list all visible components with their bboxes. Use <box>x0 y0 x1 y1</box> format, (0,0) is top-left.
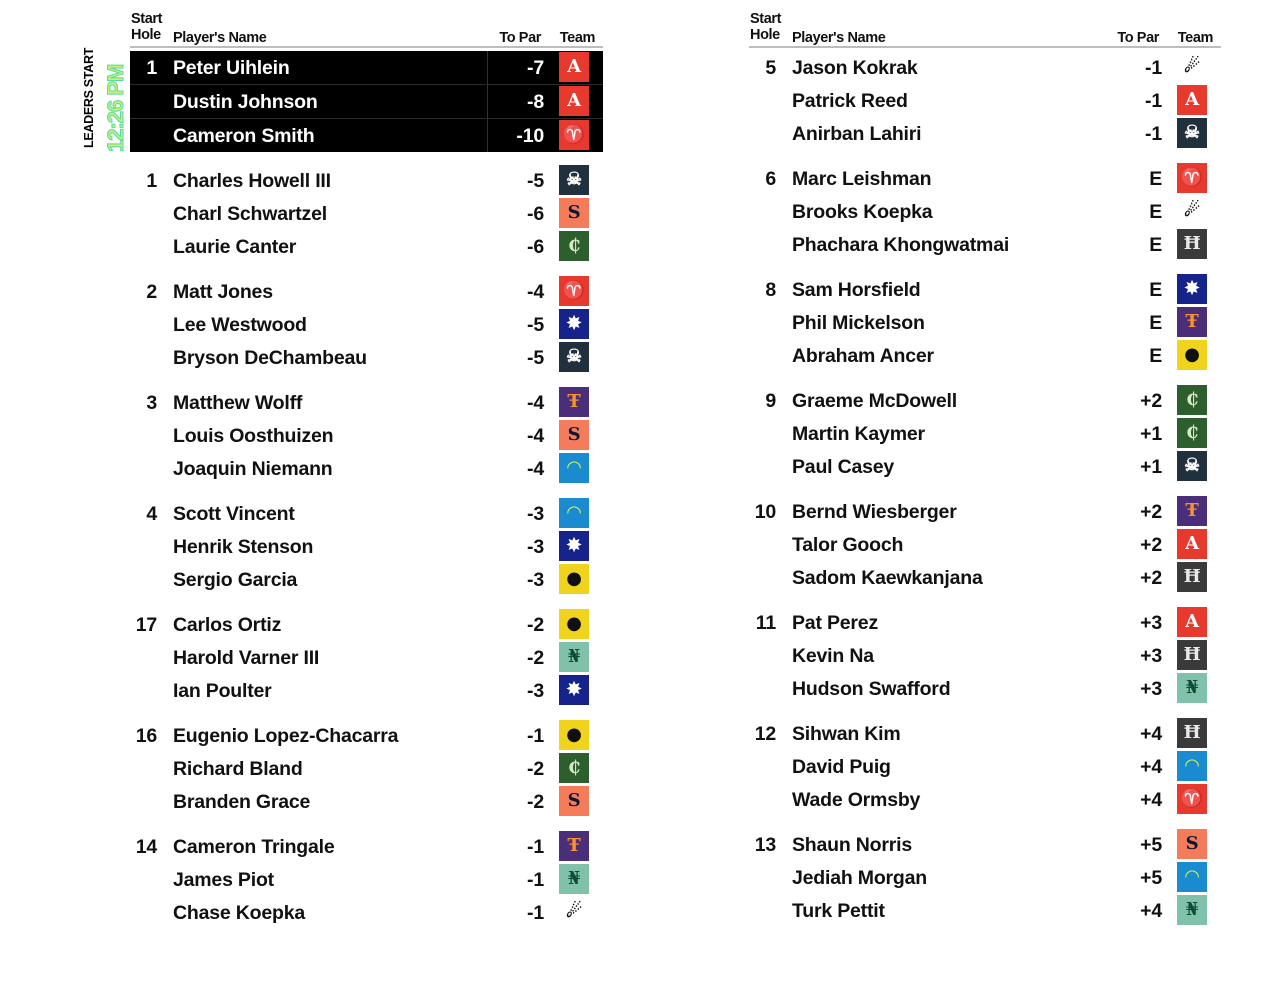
start-hole: 6 <box>765 168 776 190</box>
to-par: +3 <box>1140 612 1162 634</box>
player-row <box>130 275 603 308</box>
to-par: +4 <box>1140 900 1162 922</box>
crushers-a-icon-glyph: A <box>1185 611 1199 632</box>
to-par: -6 <box>527 236 544 258</box>
to-par: +4 <box>1140 723 1162 745</box>
hole-header-label: Hole <box>131 27 161 43</box>
player-name: Henrik Stenson <box>173 536 314 558</box>
player-name: Shaun Norris <box>792 834 913 856</box>
player-row <box>749 894 1221 927</box>
player-row <box>130 497 603 530</box>
range-goats-icon-glyph: ♈ <box>1180 788 1204 809</box>
player-name: Harold Varner III <box>173 647 320 669</box>
left-tee-sheet <box>130 0 603 929</box>
start-hole: 13 <box>754 834 776 856</box>
range-goats-icon <box>559 276 589 306</box>
cleeks-c-icon-glyph: ₵ <box>1185 422 1199 443</box>
to-par: E <box>1149 279 1162 301</box>
hyflyers-icon-glyph: ◠ <box>1184 866 1200 887</box>
leaders-group <box>130 51 603 152</box>
torque-icon-glyph: Ŧ <box>1185 500 1199 521</box>
player-name: Anirban Lahiri <box>792 123 922 145</box>
four-aces-icon <box>559 52 589 82</box>
player-row <box>130 85 603 119</box>
to-par: -7 <box>527 57 544 79</box>
cleeks-c-icon-glyph: ₵ <box>567 235 581 256</box>
crushers-a-icon-glyph: A <box>1185 89 1199 110</box>
tee-group <box>130 830 603 929</box>
hyflyers-icon <box>1177 751 1207 781</box>
player-row <box>130 164 603 197</box>
punch-icon-glyph: ● <box>566 613 582 634</box>
star-icon-glyph: ✸ <box>566 313 582 334</box>
player-name: Abraham Ancer <box>792 345 934 367</box>
leaders-start-tag <box>68 47 128 152</box>
player-row <box>749 84 1221 117</box>
player-name: Phachara Khongwatmai <box>792 234 1010 256</box>
fireball-icon-glyph: ☄ <box>566 901 582 922</box>
start-hole: 2 <box>146 281 157 303</box>
to-par: +4 <box>1140 789 1162 811</box>
smash-s-icon <box>1177 829 1207 859</box>
player-name: Laurie Canter <box>173 236 297 258</box>
skull-icon <box>559 342 589 372</box>
niblicks-icon-glyph: ₦ <box>567 646 581 667</box>
start-header-label: Start <box>131 11 163 27</box>
fireball-icon <box>1177 196 1207 226</box>
player-row <box>130 308 603 341</box>
tee-group <box>749 828 1221 927</box>
player-name: Marc Leishman <box>792 168 932 190</box>
to-par: -3 <box>527 569 544 591</box>
hyflyers-icon <box>559 453 589 483</box>
player-name: Pat Perez <box>792 612 878 634</box>
star-icon-glyph: ✸ <box>566 535 582 556</box>
tee-group <box>130 386 603 485</box>
leaders-start-label: LEADERS START <box>82 47 96 148</box>
player-name-header: Player's Name <box>173 30 267 46</box>
player-row <box>130 230 603 263</box>
player-row <box>130 51 603 85</box>
player-name: Jediah Morgan <box>792 867 928 889</box>
player-name: James Piot <box>173 869 274 891</box>
crushers-a-icon <box>559 86 589 116</box>
player-name-header: Player's Name <box>792 30 886 46</box>
cleeks-c-icon-glyph: ₵ <box>567 757 581 778</box>
start-hole-header <box>131 11 162 43</box>
player-name: Cameron Tringale <box>173 836 335 858</box>
punch-icon <box>559 564 589 594</box>
majesticks-icon <box>1177 640 1207 670</box>
to-par: -1 <box>527 869 544 891</box>
to-par: +5 <box>1140 867 1162 889</box>
player-row <box>130 752 603 785</box>
smash-s-icon-glyph: S <box>567 790 581 811</box>
player-row <box>749 162 1221 195</box>
player-row <box>749 417 1221 450</box>
to-par: +5 <box>1140 834 1162 856</box>
to-par: +1 <box>1140 423 1162 445</box>
start-hole: 11 <box>755 612 776 634</box>
player-row <box>130 530 603 563</box>
player-name: Matthew Wolff <box>173 392 303 414</box>
punch-icon <box>559 609 589 639</box>
to-par-header: To Par <box>1117 30 1159 46</box>
player-row <box>749 561 1221 594</box>
player-row <box>130 119 603 152</box>
tee-group <box>130 608 603 707</box>
torque-icon-glyph: Ŧ <box>567 835 581 856</box>
range-goats-icon <box>1177 784 1207 814</box>
star-icon <box>1177 274 1207 304</box>
cleeks-c-icon <box>559 231 589 261</box>
to-par: E <box>1149 234 1162 256</box>
player-row <box>749 306 1221 339</box>
range-goats-icon <box>1177 163 1207 193</box>
player-name: David Puig <box>792 756 891 778</box>
skull-icon-glyph: ☠ <box>1184 455 1200 476</box>
star-icon <box>559 675 589 705</box>
player-name: Charles Howell III <box>173 170 331 192</box>
player-row <box>130 641 603 674</box>
player-row <box>749 51 1221 84</box>
player-name: Sam Horsfield <box>792 279 921 301</box>
to-par: +2 <box>1140 534 1162 556</box>
player-name: Kevin Na <box>792 645 874 667</box>
punch-icon <box>1177 340 1207 370</box>
player-row <box>749 117 1221 150</box>
player-name: Cameron Smith <box>173 125 315 147</box>
player-row <box>749 639 1221 672</box>
to-par: -1 <box>527 902 544 924</box>
range-goats-icon <box>559 120 589 150</box>
majesticks-icon <box>1177 562 1207 592</box>
torque-icon <box>559 387 589 417</box>
smash-s-icon-glyph: S <box>567 424 581 445</box>
player-name: Bryson DeChambeau <box>173 347 367 369</box>
hyflyers-icon <box>559 498 589 528</box>
torque-icon <box>1177 307 1207 337</box>
player-row <box>749 861 1221 894</box>
start-hole: 14 <box>135 836 157 858</box>
player-name: Sadom Kaewkanjana <box>792 567 983 589</box>
tee-group <box>130 497 603 596</box>
to-par: -1 <box>1145 123 1162 145</box>
team-header: Team <box>1177 30 1213 46</box>
hyflyers-icon-glyph: ◠ <box>566 502 582 523</box>
player-name: Martin Kaymer <box>792 423 925 445</box>
fireball-icon-glyph: ☄ <box>1184 200 1200 221</box>
player-name: Phil Mickelson <box>792 312 925 334</box>
start-hole: 10 <box>754 501 776 523</box>
to-par: -4 <box>527 425 544 447</box>
to-par: -4 <box>527 392 544 414</box>
to-par: -3 <box>527 680 544 702</box>
range-goats-icon-glyph: ♈ <box>1180 167 1204 188</box>
player-row <box>130 896 603 929</box>
player-row <box>130 341 603 374</box>
player-row <box>749 228 1221 261</box>
star-icon-glyph: ✸ <box>566 679 582 700</box>
crushers-a-icon-glyph: A <box>567 90 581 111</box>
cleeks-c-icon <box>559 753 589 783</box>
player-name: Louis Oosthuizen <box>173 425 334 447</box>
punch-icon <box>559 720 589 750</box>
player-name: Branden Grace <box>173 791 311 813</box>
player-name: Talor Gooch <box>792 534 904 556</box>
to-par: E <box>1149 312 1162 334</box>
niblicks-icon-glyph: ₦ <box>1185 677 1199 698</box>
player-row <box>749 273 1221 306</box>
range-goats-icon-glyph: ♈ <box>562 280 586 301</box>
player-name: Jason Kokrak <box>792 57 918 79</box>
skull-icon <box>559 165 589 195</box>
tee-group <box>749 273 1221 372</box>
punch-icon-glyph: ● <box>566 724 582 745</box>
to-par: -1 <box>1145 90 1162 112</box>
player-row <box>749 450 1221 483</box>
player-row <box>749 717 1221 750</box>
player-row <box>749 750 1221 783</box>
to-par: +2 <box>1140 390 1162 412</box>
to-par: -1 <box>527 725 544 747</box>
start-hole: 4 <box>146 503 157 525</box>
crushers-a-icon <box>1177 85 1207 115</box>
smash-s-icon <box>559 420 589 450</box>
skull-icon-glyph: ☠ <box>566 169 582 190</box>
niblicks-icon <box>559 864 589 894</box>
player-row <box>749 195 1221 228</box>
player-row <box>749 783 1221 816</box>
to-par: -8 <box>527 91 544 113</box>
torque-icon-glyph: Ŧ <box>1185 311 1199 332</box>
to-par: -5 <box>527 347 544 369</box>
majesticks-icon-glyph: Ħ <box>1183 566 1201 587</box>
left-header <box>130 0 603 48</box>
to-par: -2 <box>527 758 544 780</box>
player-name: Eugenio Lopez-Chacarra <box>173 725 399 747</box>
player-row <box>749 384 1221 417</box>
majesticks-icon <box>1177 718 1207 748</box>
player-name: Sihwan Kim <box>792 723 901 745</box>
to-par: E <box>1149 201 1162 223</box>
star-icon <box>559 531 589 561</box>
smash-s-icon <box>559 786 589 816</box>
player-row <box>749 339 1221 372</box>
start-hole: 12 <box>754 723 776 745</box>
to-par: E <box>1149 168 1162 190</box>
crushers-a-icon-glyph: A <box>1185 533 1199 554</box>
tee-group <box>130 719 603 818</box>
start-header-label: Start <box>750 11 782 27</box>
to-par: -3 <box>527 503 544 525</box>
player-name: Sergio Garcia <box>173 569 298 591</box>
to-par: -10 <box>516 125 544 147</box>
player-name: Matt Jones <box>173 281 273 303</box>
player-row <box>749 828 1221 861</box>
cleeks-c-icon-glyph: ₵ <box>1185 389 1199 410</box>
to-par: -5 <box>527 170 544 192</box>
to-par: -2 <box>527 614 544 636</box>
player-row <box>130 197 603 230</box>
to-par: E <box>1149 345 1162 367</box>
crushers-a-icon <box>1177 529 1207 559</box>
torque-icon <box>559 831 589 861</box>
tee-group <box>749 717 1221 816</box>
smash-s-icon-glyph: S <box>1185 833 1199 854</box>
tee-group <box>130 275 603 374</box>
torque-icon <box>1177 496 1207 526</box>
niblicks-icon <box>559 642 589 672</box>
player-name: Graeme McDowell <box>792 390 957 412</box>
hole-header-label: Hole <box>750 27 780 43</box>
start-hole: 1 <box>146 57 157 79</box>
player-row <box>130 386 603 419</box>
start-hole: 5 <box>765 57 776 79</box>
player-name: Bernd Wiesberger <box>792 501 957 523</box>
to-par: +3 <box>1140 645 1162 667</box>
hyflyers-icon-glyph: ◠ <box>1184 755 1200 776</box>
to-par: -2 <box>527 647 544 669</box>
tee-group <box>749 51 1221 150</box>
start-hole: 3 <box>146 392 157 414</box>
tee-group <box>749 162 1221 261</box>
player-row <box>130 785 603 818</box>
player-name: Scott Vincent <box>173 503 295 525</box>
start-hole: 9 <box>765 390 776 412</box>
smash-s-icon <box>559 198 589 228</box>
to-par: -2 <box>527 791 544 813</box>
skull-icon-glyph: ☠ <box>1184 122 1200 143</box>
to-par: +4 <box>1140 756 1162 778</box>
majesticks-icon-glyph: Ħ <box>1183 233 1201 254</box>
right-header <box>749 0 1221 48</box>
right-groups <box>749 51 1221 927</box>
player-name: Joaquin Niemann <box>173 458 333 480</box>
four-aces-icon-glyph: A <box>567 56 581 77</box>
player-row <box>749 606 1221 639</box>
majesticks-icon-glyph: Ħ <box>1183 644 1201 665</box>
player-name: Richard Bland <box>173 758 303 780</box>
player-name: Hudson Swafford <box>792 678 951 700</box>
tee-group <box>749 606 1221 705</box>
team-header: Team <box>559 30 595 46</box>
niblicks-icon-glyph: ₦ <box>1185 899 1199 920</box>
star-icon <box>559 309 589 339</box>
player-name: Dustin Johnson <box>173 91 318 113</box>
to-par: +2 <box>1140 567 1162 589</box>
fireball-icon <box>1177 52 1207 82</box>
skull-icon <box>1177 118 1207 148</box>
star-icon-glyph: ✸ <box>1184 278 1200 299</box>
to-par: +2 <box>1140 501 1162 523</box>
tee-group <box>749 384 1221 483</box>
player-row <box>130 452 603 485</box>
tee-group <box>130 164 603 263</box>
to-par: -6 <box>527 203 544 225</box>
range-goats-icon-glyph: ♈ <box>562 124 586 145</box>
fireball-icon <box>559 897 589 927</box>
player-name: Paul Casey <box>792 456 895 478</box>
to-par: -1 <box>527 836 544 858</box>
cleeks-c-icon <box>1177 385 1207 415</box>
start-hole: 8 <box>765 279 776 301</box>
to-par: -4 <box>527 458 544 480</box>
player-name: Charl Schwartzel <box>173 203 327 225</box>
niblicks-icon <box>1177 895 1207 925</box>
majesticks-icon <box>1177 229 1207 259</box>
player-row <box>130 830 603 863</box>
niblicks-icon-glyph: ₦ <box>567 868 581 889</box>
player-row <box>130 563 603 596</box>
hyflyers-icon-glyph: ◠ <box>566 457 582 478</box>
player-name: Wade Ormsby <box>792 789 921 811</box>
start-hole: 16 <box>135 725 157 747</box>
smash-s-icon-glyph: S <box>567 202 581 223</box>
player-name: Chase Koepka <box>173 902 305 924</box>
player-name: Lee Westwood <box>173 314 307 336</box>
player-row <box>130 608 603 641</box>
player-name: Ian Poulter <box>173 680 272 702</box>
crushers-a-icon <box>1177 607 1207 637</box>
to-par: +3 <box>1140 678 1162 700</box>
start-hole: 1 <box>146 170 157 192</box>
torque-icon-glyph: Ŧ <box>567 391 581 412</box>
player-row <box>130 863 603 896</box>
player-row <box>130 674 603 707</box>
skull-icon-glyph: ☠ <box>566 346 582 367</box>
left-groups <box>130 164 603 929</box>
player-name: Peter Uihlein <box>173 57 290 79</box>
player-row <box>749 528 1221 561</box>
start-hole-header <box>750 11 781 43</box>
to-par: -1 <box>1145 57 1162 79</box>
to-par: +1 <box>1140 456 1162 478</box>
to-par: -3 <box>527 536 544 558</box>
to-par: -5 <box>527 314 544 336</box>
to-par: -4 <box>527 281 544 303</box>
player-row <box>749 672 1221 705</box>
player-name: Brooks Koepka <box>792 201 933 223</box>
to-par-header: To Par <box>499 30 541 46</box>
player-row <box>130 419 603 452</box>
fireball-icon-glyph: ☄ <box>1184 56 1200 77</box>
niblicks-icon <box>1177 673 1207 703</box>
tee-group <box>749 495 1221 594</box>
majesticks-icon-glyph: Ħ <box>1183 722 1201 743</box>
skull-icon <box>1177 451 1207 481</box>
leaders-start-time: 12:26 PM <box>103 64 128 152</box>
punch-icon-glyph: ● <box>566 568 582 589</box>
hyflyers-icon <box>1177 862 1207 892</box>
player-name: Turk Pettit <box>792 900 885 922</box>
player-row <box>749 495 1221 528</box>
player-row <box>130 719 603 752</box>
right-tee-sheet <box>749 0 1221 927</box>
cleeks-c-icon <box>1177 418 1207 448</box>
player-name: Patrick Reed <box>792 90 908 112</box>
start-hole: 17 <box>135 614 157 636</box>
player-name: Carlos Ortiz <box>173 614 282 636</box>
punch-icon-glyph: ● <box>1184 344 1200 365</box>
